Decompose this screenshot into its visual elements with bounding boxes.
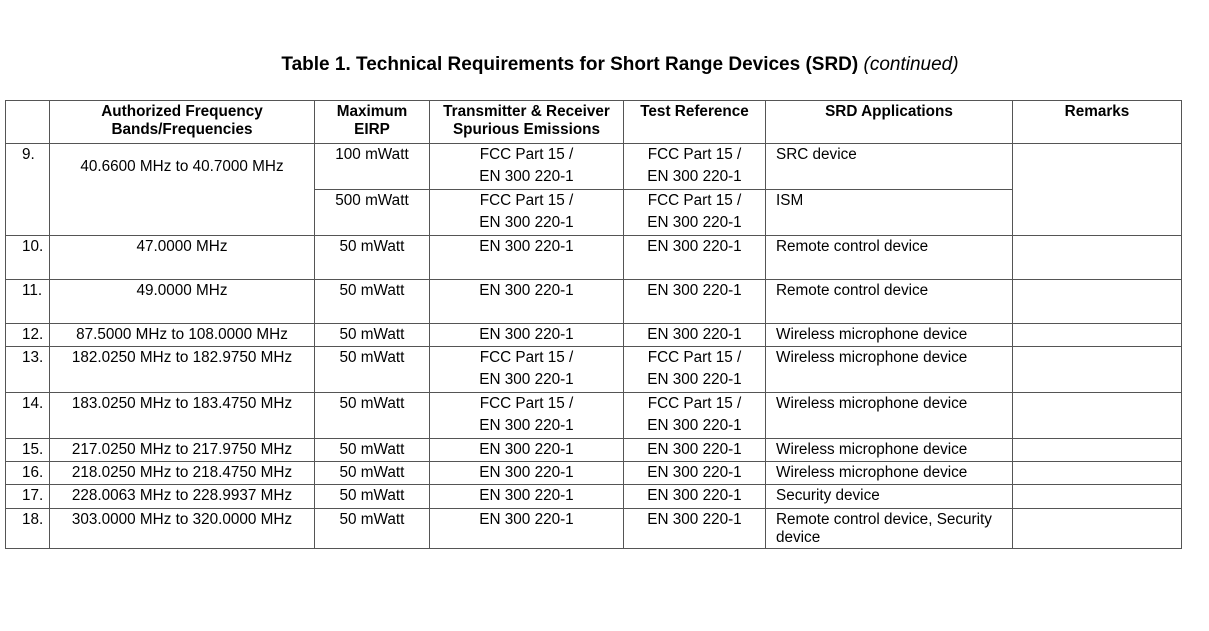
row-test: EN 300 220-1 — [624, 323, 766, 346]
row-remarks — [1013, 235, 1182, 279]
header-spurious: Transmitter & Receiver Spurious Emissions — [430, 101, 624, 144]
row-app: Remote control device — [766, 279, 1013, 323]
row-spurious: EN 300 220-1 — [430, 279, 624, 323]
row-band: 218.0250 MHz to 218.4750 MHz — [50, 462, 315, 485]
table-title — [0, 54, 1209, 76]
row-app: Remote control device, Security device — [766, 508, 1013, 548]
row-band: 87.5000 MHz to 108.0000 MHz — [50, 323, 315, 346]
header-eirp: Maximum EIRP — [315, 101, 430, 144]
row-eirp: 50 mWatt — [315, 462, 430, 485]
row-app: ISM — [766, 189, 1013, 235]
table-row — [6, 508, 1182, 548]
row-band: 182.0250 MHz to 182.9750 MHz — [50, 347, 315, 393]
row-num: 17. — [6, 485, 50, 508]
header-applications: SRD Applications — [766, 101, 1013, 144]
row-eirp: 50 mWatt — [315, 235, 430, 279]
row-num: 13. — [6, 347, 50, 393]
table-row — [6, 438, 1182, 461]
row-eirp: 50 mWatt — [315, 485, 430, 508]
row-test: FCC Part 15 / EN 300 220-1 — [624, 144, 766, 190]
row-remarks — [1013, 438, 1182, 461]
table-row — [6, 235, 1182, 279]
row-spurious: EN 300 220-1 — [430, 323, 624, 346]
row-app: Wireless microphone device — [766, 462, 1013, 485]
row-num: 10. — [6, 235, 50, 279]
row-app: Wireless microphone device — [766, 347, 1013, 393]
row-eirp: 50 mWatt — [315, 279, 430, 323]
row-app: Remote control device — [766, 235, 1013, 279]
row-test: EN 300 220-1 — [624, 462, 766, 485]
row-eirp: 50 mWatt — [315, 508, 430, 548]
row-spurious: EN 300 220-1 — [430, 485, 624, 508]
row-test: FCC Part 15 / EN 300 220-1 — [624, 189, 766, 235]
row-remarks — [1013, 323, 1182, 346]
row-eirp: 50 mWatt — [315, 392, 430, 438]
row-num: 9. — [6, 144, 50, 236]
row-band: 49.0000 MHz — [50, 279, 315, 323]
header-row — [6, 101, 1182, 144]
row-num: 16. — [6, 462, 50, 485]
row-test: EN 300 220-1 — [624, 438, 766, 461]
row-app: Wireless microphone device — [766, 323, 1013, 346]
row-test: EN 300 220-1 — [624, 235, 766, 279]
row-remarks — [1013, 485, 1182, 508]
row-spurious: FCC Part 15 / EN 300 220-1 — [430, 392, 624, 438]
row-num: 11. — [6, 279, 50, 323]
row-band: 47.0000 MHz — [50, 235, 315, 279]
row-eirp: 500 mWatt — [315, 189, 430, 235]
row-remarks — [1013, 392, 1182, 438]
row-test: EN 300 220-1 — [624, 508, 766, 548]
table-row — [6, 323, 1182, 346]
row-app: Security device — [766, 485, 1013, 508]
row-remarks — [1013, 279, 1182, 323]
row-remarks — [1013, 462, 1182, 485]
row-app: SRC device — [766, 144, 1013, 190]
table-row — [6, 347, 1182, 393]
row-eirp: 50 mWatt — [315, 323, 430, 346]
row-remarks — [1013, 144, 1182, 236]
row-band: 303.0000 MHz to 320.0000 MHz — [50, 508, 315, 548]
row-test: EN 300 220-1 — [624, 485, 766, 508]
row-remarks — [1013, 508, 1182, 548]
row-spurious: EN 300 220-1 — [430, 508, 624, 548]
row-eirp: 100 mWatt — [315, 144, 430, 190]
header-remarks: Remarks — [1013, 101, 1182, 144]
row-remarks — [1013, 347, 1182, 393]
row-test: FCC Part 15 / EN 300 220-1 — [624, 347, 766, 393]
row-spurious: FCC Part 15 / EN 300 220-1 — [430, 347, 624, 393]
table-row — [6, 485, 1182, 508]
row-spurious: EN 300 220-1 — [430, 462, 624, 485]
table-title-main: Table 1. Technical Requirements for Short Range Devices (SRD) — [281, 54, 859, 75]
row-band: 228.0063 MHz to 228.9937 MHz — [50, 485, 315, 508]
table-row — [6, 392, 1182, 438]
row-num: 15. — [6, 438, 50, 461]
row-band: 183.0250 MHz to 183.4750 MHz — [50, 392, 315, 438]
row-app: Wireless microphone device — [766, 392, 1013, 438]
row-spurious: FCC Part 15 / EN 300 220-1 — [430, 144, 624, 190]
header-band: Authorized Frequency Bands/Frequencies — [50, 101, 315, 144]
row-num: 18. — [6, 508, 50, 548]
row-band: 217.0250 MHz to 217.9750 MHz — [50, 438, 315, 461]
row-eirp: 50 mWatt — [315, 438, 430, 461]
header-test-reference: Test Reference — [624, 101, 766, 144]
row-band: 40.6600 MHz to 40.7000 MHz — [50, 144, 315, 236]
row-app: Wireless microphone device — [766, 438, 1013, 461]
row-test: EN 300 220-1 — [624, 279, 766, 323]
row-num: 12. — [6, 323, 50, 346]
srd-requirements-table — [5, 100, 1182, 549]
table-row — [6, 279, 1182, 323]
table-row — [6, 462, 1182, 485]
row-spurious: EN 300 220-1 — [430, 235, 624, 279]
header-num — [6, 101, 50, 144]
table-title-suffix: (continued) — [863, 54, 959, 75]
row-num: 14. — [6, 392, 50, 438]
row-spurious: EN 300 220-1 — [430, 438, 624, 461]
row-spurious: FCC Part 15 / EN 300 220-1 — [430, 189, 624, 235]
row-eirp: 50 mWatt — [315, 347, 430, 393]
row-test: FCC Part 15 / EN 300 220-1 — [624, 392, 766, 438]
table-row — [6, 144, 1182, 190]
